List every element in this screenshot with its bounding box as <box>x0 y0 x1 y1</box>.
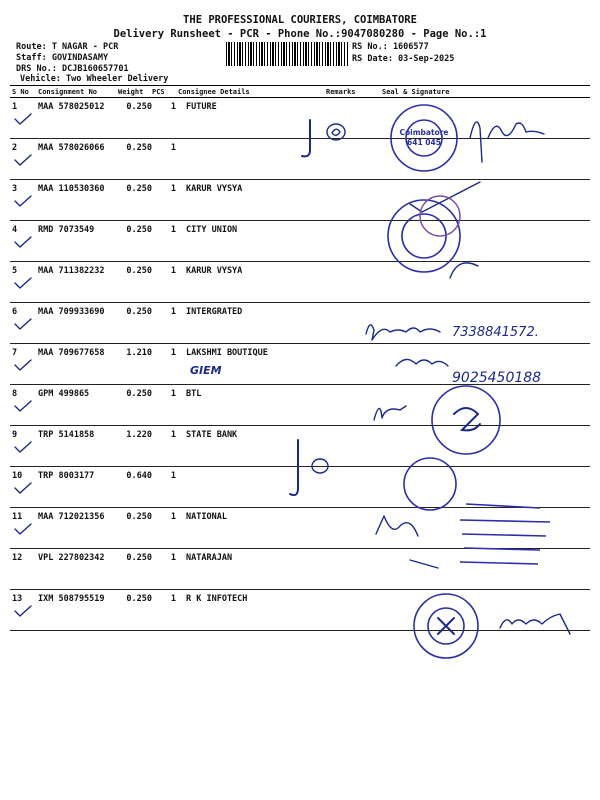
checkmark-icon <box>14 399 32 413</box>
row-pcs: 1 <box>170 307 176 317</box>
row7-note-text: GIEM <box>190 364 222 377</box>
company-title: THE PROFESSIONAL COURIERS, COIMBATORE <box>183 14 417 26</box>
row-consignment: MAA 110530360 <box>38 184 105 194</box>
row-weight: 0.250 <box>126 594 152 604</box>
checkmark-icon <box>14 522 32 536</box>
stamp-pin-text: 641 045 <box>407 138 441 147</box>
col-consignment: Consignment No <box>38 88 98 96</box>
remark-initials-2-icon <box>286 436 336 506</box>
table-row <box>10 180 590 221</box>
row-pcs: 1 <box>170 102 176 112</box>
row-sno: 3 <box>12 184 18 194</box>
row-pcs: 1 <box>170 266 176 276</box>
row-pcs: 1 <box>170 389 176 399</box>
row-weight: 0.250 <box>126 512 152 522</box>
row-consignee: FUTURE <box>186 102 217 112</box>
row-consignee: NATIONAL <box>186 512 227 522</box>
city-union-stamp-icon <box>378 196 498 286</box>
col-pcs: PCS <box>152 88 165 96</box>
national-stamp-icon <box>370 456 570 596</box>
row-consignment: MAA 711382232 <box>38 266 105 276</box>
checkmark-icon <box>14 112 32 126</box>
row-consignee: INTERGRATED <box>186 307 243 317</box>
row-consignment: IXM 508795519 <box>38 594 105 604</box>
row-sno: 10 <box>12 471 23 481</box>
row-consignment: MAA 578025012 <box>38 102 105 112</box>
row-weight: 0.250 <box>126 143 152 153</box>
row-consignment: VPL 227802342 <box>38 553 105 563</box>
barcode <box>226 42 348 66</box>
row-consignment: MAA 712021356 <box>38 512 105 522</box>
phone-b-text: 9025450188 <box>452 370 542 386</box>
row-consignee: LAKSHMI BOUTIQUE <box>186 348 268 358</box>
row-pcs: 1 <box>170 512 176 522</box>
rs-date: RS Date: 03-Sep-2025 <box>352 54 455 64</box>
stamp-city-text: Coimbatore <box>399 128 449 137</box>
row-weight: 0.250 <box>126 553 152 563</box>
rk-infotech-stamp-icon <box>410 590 580 662</box>
header-rule-top <box>10 85 590 86</box>
checkmark-icon <box>14 235 32 249</box>
row-sno: 1 <box>12 102 18 112</box>
row-consignee: R K INFOTECH <box>186 594 248 604</box>
row-weight: 1.220 <box>126 430 152 440</box>
checkmark-icon <box>14 440 32 454</box>
future-stamp-icon <box>384 102 584 174</box>
btl-stamp-icon <box>366 384 516 464</box>
row-pcs: 1 <box>170 594 176 604</box>
row-pcs: 1 <box>170 553 176 563</box>
row-sno: 5 <box>12 266 18 276</box>
row-consignee: BTL <box>186 389 202 399</box>
row-weight: 0.640 <box>126 471 152 481</box>
row-sno: 11 <box>12 512 23 522</box>
staff-label: Staff: GOVINDASAMY <box>16 53 109 63</box>
row-consignment: TRP 5141858 <box>38 430 95 440</box>
drs-number: DRS No.: DCJB160657701 <box>16 64 129 74</box>
row-consignee: CITY UNION <box>186 225 238 235</box>
checkmark-icon <box>14 276 32 290</box>
checkmark-icon <box>14 358 32 372</box>
col-seal-signature: Seal & Signature <box>382 88 450 96</box>
row-consignee: STATE BANK <box>186 430 238 440</box>
row-weight: 0.250 <box>126 389 152 399</box>
checkmark-icon <box>14 194 32 208</box>
checkmark-icon <box>14 317 32 331</box>
table-row <box>10 221 590 262</box>
col-remarks: Remarks <box>326 88 356 96</box>
row-consignee: KARUR VYSYA <box>186 184 243 194</box>
col-weight: Weight <box>118 88 144 96</box>
row-pcs: 1 <box>170 471 176 481</box>
route-label: Route: T NAGAR - PCR <box>16 42 119 52</box>
row-consignment: GPM 499865 <box>38 389 90 399</box>
runsheet-subtitle: Delivery Runsheet - PCR - Phone No.:9047080280 - Page No.:1 <box>113 28 487 40</box>
table-row <box>10 262 590 303</box>
row-consignment: RMD 7073549 <box>38 225 95 235</box>
col-sno: S No <box>12 88 29 96</box>
row-weight: 0.250 <box>126 184 152 194</box>
remark-initials-icon <box>296 116 356 164</box>
row-sno: 7 <box>12 348 18 358</box>
row-consignment: MAA 578026066 <box>38 143 105 153</box>
row-consignment: TRP 8003177 <box>38 471 95 481</box>
row-sno: 4 <box>12 225 18 235</box>
row-weight: 0.250 <box>126 225 152 235</box>
checkmark-icon <box>14 604 32 618</box>
row-consignment: MAA 709677658 <box>38 348 105 358</box>
rs-number: RS No.: 1606577 <box>352 42 429 52</box>
row-sno: 13 <box>12 594 23 604</box>
phone-a-text: 7338841572. <box>452 325 539 340</box>
vehicle-label: Vehicle: Two Wheeler Delivery <box>20 74 169 84</box>
checkmark-icon <box>14 153 32 167</box>
row-weight: 0.250 <box>126 266 152 276</box>
row-consignee: KARUR VYSYA <box>186 266 243 276</box>
row-sno: 8 <box>12 389 18 399</box>
checkmark-icon <box>14 481 32 495</box>
row-pcs: 1 <box>170 348 176 358</box>
row-weight: 0.250 <box>126 307 152 317</box>
row-sno: 6 <box>12 307 18 317</box>
row-weight: 0.250 <box>126 102 152 112</box>
row-weight: 1.210 <box>126 348 152 358</box>
row-consignment: MAA 709933690 <box>38 307 105 317</box>
row-sno: 2 <box>12 143 18 153</box>
row-pcs: 1 <box>170 430 176 440</box>
row-sno: 9 <box>12 430 18 440</box>
row-pcs: 1 <box>170 143 176 153</box>
row-pcs: 1 <box>170 225 176 235</box>
row-sno: 12 <box>12 553 23 563</box>
col-consignee: Consignee Details <box>178 88 250 96</box>
row-consignee: NATARAJAN <box>186 553 233 563</box>
row-pcs: 1 <box>170 184 176 194</box>
row7-note <box>188 360 248 380</box>
